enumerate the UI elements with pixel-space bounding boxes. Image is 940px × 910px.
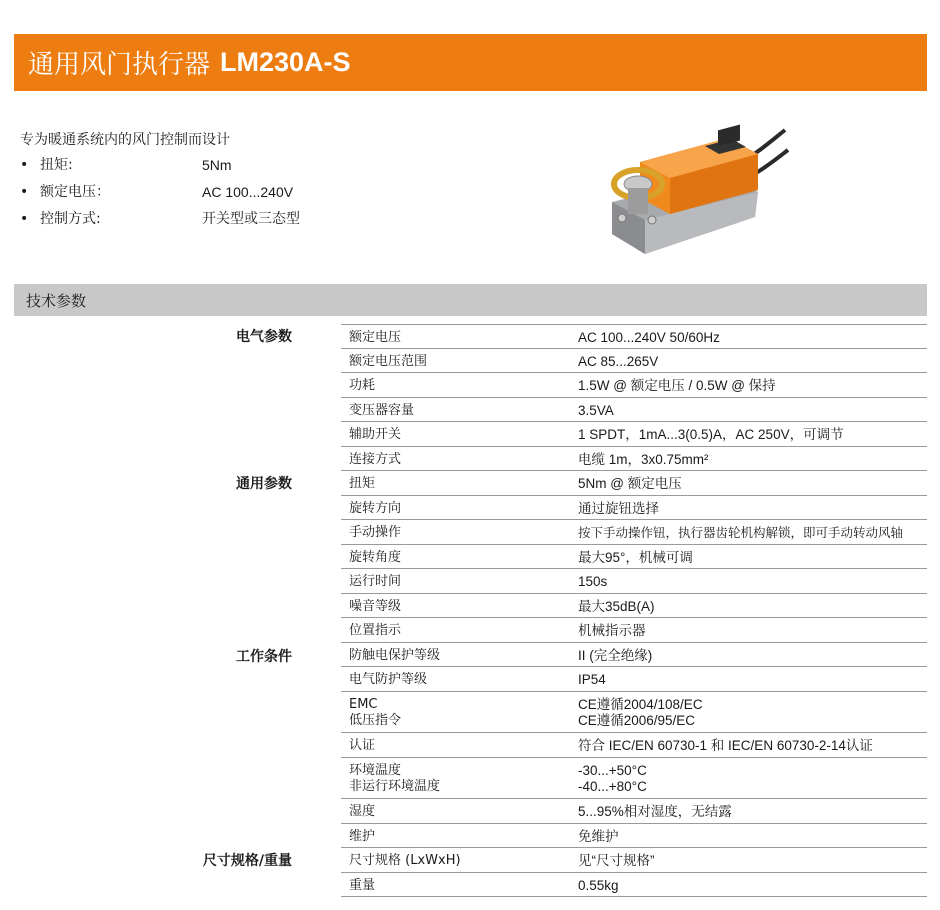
- table-row: [341, 324, 927, 349]
- param-value: AC 100...240V 50/60Hz: [578, 330, 720, 345]
- table-row: [341, 618, 927, 643]
- page-title: 通用风门执行器: [28, 50, 211, 80]
- section-title: 技术参数: [26, 291, 87, 310]
- param-value: 电缆 1m，3x0.75mm²: [578, 452, 709, 467]
- param-name: 湿度: [349, 804, 376, 819]
- param-name: 变压器容量: [349, 403, 415, 418]
- param-value: 见“尺寸规格”: [578, 853, 655, 868]
- table-row: [341, 349, 927, 373]
- param-value: II (完全绝缘): [578, 648, 653, 663]
- feature-value: 5Nm: [202, 157, 232, 173]
- param-value: 3.5VA: [578, 403, 614, 418]
- intro-text: 专为暖通系统内的风门控制而设计: [20, 132, 230, 148]
- param-name: 环境温度 非运行环境温度: [349, 763, 441, 794]
- param-value: 0.55kg: [578, 878, 619, 893]
- param-name: EMC 低压指令: [349, 697, 402, 728]
- param-name: 旋转角度: [349, 550, 402, 565]
- param-value: CE遵循2004/108/EC CE遵循2006/95/EC: [578, 697, 703, 728]
- param-name: 防触电保护等级: [349, 648, 441, 663]
- table-row: [341, 799, 927, 824]
- table-row: [341, 545, 927, 569]
- section-header: [14, 284, 927, 316]
- param-name: 电气防护等级: [349, 672, 428, 687]
- title-bar: [14, 34, 927, 91]
- table-row: [341, 692, 927, 733]
- table-row: [341, 873, 927, 897]
- feature-label: 扭矩:: [40, 157, 73, 173]
- param-name: 运行时间: [349, 574, 402, 589]
- bullet: •: [20, 184, 29, 200]
- feature-value: AC 100...240V: [202, 184, 294, 200]
- param-name: 重量: [349, 878, 376, 893]
- table-row: [341, 758, 927, 799]
- table-row: [341, 447, 927, 471]
- param-value: 免维护: [578, 829, 619, 844]
- table-row: [341, 373, 927, 398]
- table-row: [341, 471, 927, 496]
- table-row: [341, 643, 927, 667]
- param-value: 5Nm @ 额定电压: [578, 476, 682, 491]
- feature-label: 控制方式:: [40, 211, 101, 227]
- bullet: •: [20, 211, 29, 227]
- table-row: [341, 848, 927, 873]
- param-value: 1 SPDT，1mA...3(0.5)A，AC 250V，可调节: [578, 427, 844, 442]
- param-value: 最大95°，机械可调: [578, 550, 693, 565]
- group-label-general: 通用参数: [236, 476, 292, 492]
- table-row: [341, 594, 927, 618]
- param-value: 最大35dB(A): [578, 599, 655, 614]
- feature-value: 开关型或三态型: [202, 211, 300, 227]
- param-name: 扭矩: [349, 476, 376, 491]
- table-row: [341, 667, 927, 692]
- param-value: 按下手动操作钮，执行器齿轮机构解锁，即可手动转动风轴: [578, 525, 904, 540]
- table-row: [341, 824, 927, 848]
- param-value: 5...95%相对湿度，无结露: [578, 804, 732, 819]
- bullet: •: [20, 157, 29, 173]
- feature-voltage: [20, 182, 340, 202]
- param-name: 位置指示: [349, 623, 402, 638]
- feature-control: [20, 209, 340, 229]
- feature-torque: [20, 155, 340, 175]
- actuator-product-image: [600, 122, 790, 262]
- param-name: 噪音等级: [349, 599, 402, 614]
- table-row: [341, 398, 927, 422]
- param-name: 功耗: [349, 378, 376, 393]
- param-value: IP54: [578, 672, 606, 687]
- param-name: 连接方式: [349, 452, 402, 467]
- param-name: 维护: [349, 829, 376, 844]
- param-value: AC 85...265V: [578, 354, 659, 369]
- table-row: [341, 422, 927, 447]
- spec-table: [341, 324, 927, 897]
- group-label-operating-conditions: 工作条件: [236, 649, 292, 665]
- group-label-electrical: 电气参数: [236, 329, 292, 345]
- table-row: [341, 733, 927, 758]
- param-name: 认证: [349, 738, 376, 753]
- table-row: [341, 569, 927, 594]
- table-row: [341, 496, 927, 520]
- param-name: 额定电压范围: [349, 354, 428, 369]
- param-name: 辅助开关: [349, 427, 402, 442]
- param-value: 150s: [578, 574, 608, 589]
- param-value: 符合 IEC/EN 60730-1 和 IEC/EN 60730-2-14认证: [578, 738, 873, 753]
- table-row: [341, 520, 927, 545]
- param-value: 机械指示器: [578, 623, 646, 638]
- group-label-dimensions-weight: 尺寸规格/重量: [202, 853, 292, 869]
- feature-label: 额定电压：: [40, 184, 110, 200]
- param-value: 1.5W @ 额定电压 / 0.5W @ 保持: [578, 378, 776, 393]
- param-name: 尺寸规格 (LxWxH): [349, 853, 461, 868]
- param-value: -30...+50°C -40...+80°C: [578, 763, 647, 794]
- model-number: LM230A-S: [220, 47, 351, 77]
- param-value: 通过旋钮选择: [578, 501, 659, 516]
- param-name: 手动操作: [349, 525, 402, 540]
- param-name: 额定电压: [349, 330, 402, 345]
- param-name: 旋转方向: [349, 501, 402, 516]
